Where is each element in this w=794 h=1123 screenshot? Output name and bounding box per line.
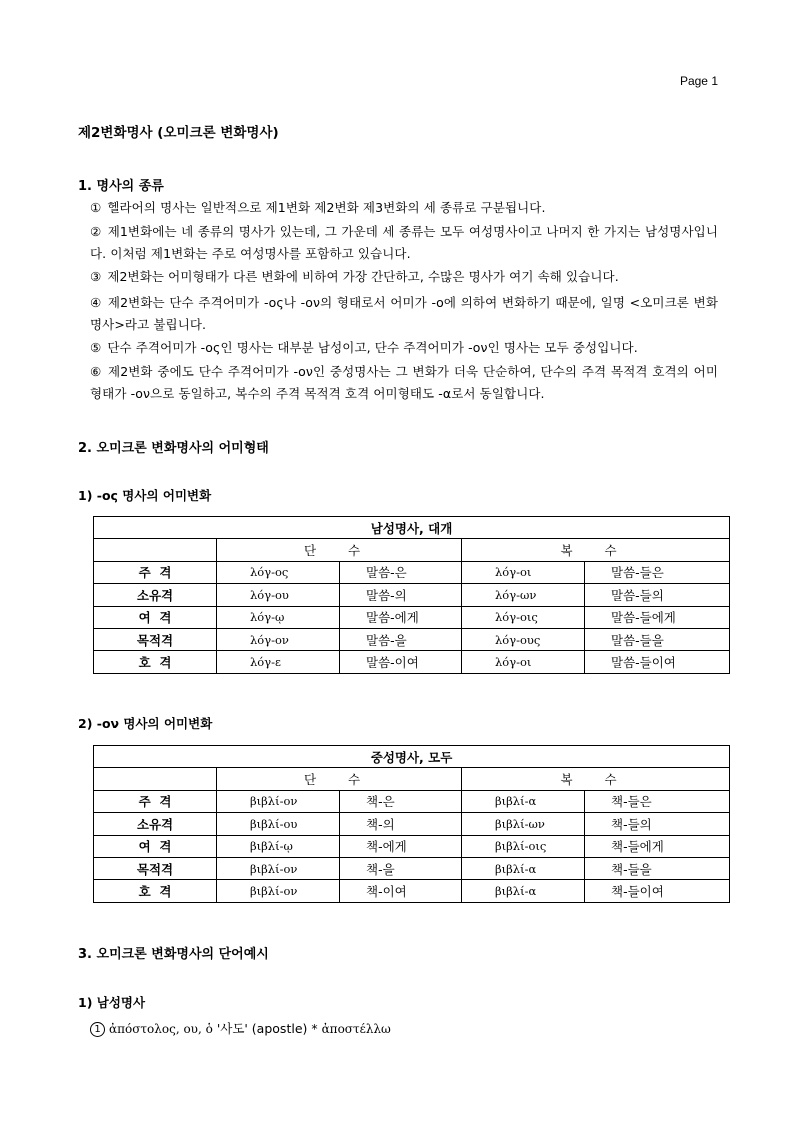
korean-singular: 말씀-을 [340, 628, 462, 650]
example-meaning: '사도' (apostle) * [216, 1021, 322, 1036]
korean-plural: 책-들에게 [585, 835, 730, 857]
table-row [94, 561, 730, 583]
paragraph-6 [90, 361, 718, 405]
table-header-row [94, 517, 730, 539]
korean-plural: 책-들이여 [585, 880, 730, 902]
declension-table-masculine [93, 516, 730, 674]
greek-singular: λόγ-ου [217, 584, 340, 606]
table-row [94, 584, 730, 606]
korean-singular: 책-이여 [340, 880, 462, 902]
section2-heading: 2. 오미크론 변화명사의 어미형태 [78, 441, 269, 456]
korean-plural: 책-들의 [585, 813, 730, 835]
greek-singular: βιβλί-ον [217, 857, 340, 879]
case-label: 목적격 [94, 857, 217, 879]
case-label: 여 격 [94, 606, 217, 628]
greek-plural: λόγ-οις [462, 606, 585, 628]
greek-plural: λόγ-οι [462, 651, 585, 673]
greek-singular: λόγ-ῳ [217, 606, 340, 628]
korean-plural: 말씀-들을 [585, 628, 730, 650]
korean-singular: 책-의 [340, 813, 462, 835]
section3-heading: 3. 오미크론 변화명사의 단어예시 [78, 947, 269, 962]
paragraph-1 [90, 197, 718, 219]
korean-singular: 책-을 [340, 857, 462, 879]
greek-singular: βιβλί-ῳ [217, 835, 340, 857]
table-row [94, 813, 730, 835]
table-header: 중성명사, 모두 [94, 746, 730, 768]
korean-plural: 말씀-들의 [585, 584, 730, 606]
korean-singular: 책-은 [340, 790, 462, 812]
korean-plural: 말씀-들이여 [585, 651, 730, 673]
greek-plural: βιβλί-ων [462, 813, 585, 835]
greek-singular: βιβλί-ον [217, 790, 340, 812]
greek-plural: βιβλί-α [462, 857, 585, 879]
subsection-on-heading: 2) -ον 명사의 어미변화 [78, 716, 213, 731]
korean-plural: 책-들은 [585, 790, 730, 812]
paragraph-text: 헬라어의 명사는 일반적으로 제1변화 제2변화 제3변화의 세 종류로 구분됩니다. [107, 200, 546, 215]
table-row [94, 880, 730, 902]
table-header: 남성명사, 대개 [94, 517, 730, 539]
greek-plural: βιβλί-α [462, 880, 585, 902]
case-label: 호 격 [94, 651, 217, 673]
greek-plural: λόγ-ους [462, 628, 585, 650]
paragraph-number: ② [90, 224, 102, 239]
plural-header: 복 수 [462, 768, 730, 790]
plural-header: 복 수 [462, 539, 730, 561]
page-title: 제2변화명사 (오미크론 변화명사) [78, 125, 279, 141]
korean-singular: 말씀-에게 [340, 606, 462, 628]
korean-plural: 말씀-들은 [585, 561, 730, 583]
greek-lemma: ἀπόστολος, ου, ὁ [109, 1022, 213, 1036]
korean-plural: 말씀-들에게 [585, 606, 730, 628]
empty-cell [94, 768, 217, 790]
paragraph-number: ① [90, 200, 102, 215]
greek-singular: βιβλί-ου [217, 813, 340, 835]
paragraph-text: 단수 주격어미가 -ος인 명사는 대부분 남성이고, 단수 주격어미가 -ον인 명사는 모두 중성입니다. [107, 340, 638, 355]
greek-plural: βιβλί-οις [462, 835, 585, 857]
greek-singular: λόγ-ος [217, 561, 340, 583]
case-label: 주 격 [94, 561, 217, 583]
greek-singular: βιβλί-ον [217, 880, 340, 902]
paragraph-number: ③ [90, 269, 102, 284]
korean-singular: 말씀-이여 [340, 651, 462, 673]
paragraph-text: 제2변화는 어미형태가 다른 변화에 비하여 가장 간단하고, 수많은 명사가 여기 속해 있습니다. [107, 269, 619, 284]
subsection-os-heading: 1) -ος 명사의 어미변화 [78, 488, 212, 503]
greek-plural: λόγ-οι [462, 561, 585, 583]
case-label: 소유격 [94, 813, 217, 835]
number-header-row [94, 768, 730, 790]
table-row [94, 606, 730, 628]
section1-heading: 1. 명사의 종류 [78, 179, 164, 194]
paragraph-number: ⑥ [90, 364, 103, 379]
greek-plural: λόγ-ων [462, 584, 585, 606]
korean-plural: 책-들을 [585, 857, 730, 879]
greek-plural: βιβλί-α [462, 790, 585, 812]
greek-singular: λόγ-ον [217, 628, 340, 650]
singular-header: 단 수 [217, 768, 462, 790]
case-label: 목적격 [94, 628, 217, 650]
greek-root: ἀποστέλλω [321, 1022, 391, 1036]
korean-singular: 말씀-은 [340, 561, 462, 583]
page-number: Page 1 [679, 74, 718, 88]
case-label: 호 격 [94, 880, 217, 902]
empty-cell [94, 539, 217, 561]
table-header-row [94, 746, 730, 768]
table-row [94, 857, 730, 879]
example-number: 1 [90, 1022, 105, 1037]
singular-header: 단 수 [217, 539, 462, 561]
paragraph-4 [90, 292, 718, 336]
example-word [90, 1019, 391, 1037]
korean-singular: 책-에게 [340, 835, 462, 857]
declension-table-neuter [93, 745, 730, 903]
number-header-row [94, 539, 730, 561]
paragraph-3 [90, 266, 718, 288]
masculine-nouns-heading: 1) 남성명사 [78, 995, 146, 1010]
paragraph-5 [90, 337, 718, 359]
case-label: 주 격 [94, 790, 217, 812]
paragraph-text: 제1변화에는 네 종류의 명사가 있는데, 그 가운데 세 종류는 모두 여성명사이고 나머지 한 가지는 남성명사입니다. 이처럼 제1변화는 주로 여성명사를 포함하고 있습니다. [90, 224, 718, 261]
greek-singular: λόγ-ε [217, 651, 340, 673]
table-row [94, 651, 730, 673]
paragraph-number: ⑤ [90, 340, 102, 355]
paragraph-text: 제2변화는 단수 주격어미가 -ος나 -ον의 형태로서 어미가 -o에 의하여 변화하기 때문에, 일명 <오미크론 변화명사>라고 불립니다. [90, 295, 718, 332]
korean-singular: 말씀-의 [340, 584, 462, 606]
paragraph-number: ④ [90, 295, 102, 310]
table-row [94, 835, 730, 857]
table-row [94, 628, 730, 650]
case-label: 여 격 [94, 835, 217, 857]
paragraph-2 [90, 221, 718, 265]
case-label: 소유격 [94, 584, 217, 606]
paragraph-text: 제2변화 중에도 단수 주격어미가 -ον인 중성명사는 그 변화가 더욱 단순하여, 단수의 주격 목적격 호격의 어미형태가 -ον으로 동일하고, 복수의 주격 목적격 호격 어미형태도 -α로서 동일합니다. [90, 364, 718, 401]
table-row [94, 790, 730, 812]
